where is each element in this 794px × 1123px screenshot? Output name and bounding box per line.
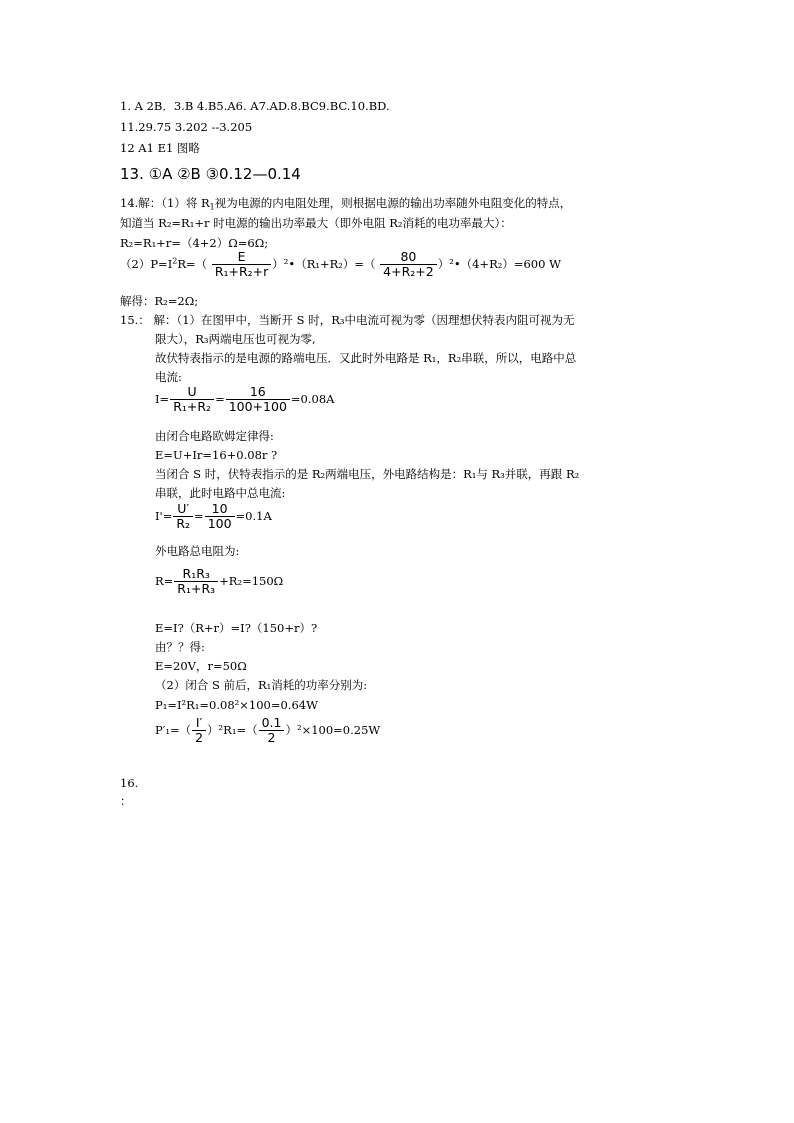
q14-formula-mid: R=（ bbox=[177, 256, 208, 271]
q15-r-fraction-den: R₁+R₃ bbox=[174, 581, 218, 596]
q15-line-12: E=20V，r=50Ω bbox=[155, 659, 247, 673]
answer-12: 12 A1 E1 图略 bbox=[120, 141, 200, 155]
q15-i2-suffix: =0.1A bbox=[235, 508, 272, 523]
q15-line-1: 15.： 解：（1）在图甲中，当断开 S 时，R₃中电流可视为零（因理想伏特表内阻可视为无 bbox=[120, 313, 575, 327]
q15-i-fraction-1 bbox=[170, 385, 214, 415]
q14-line-1-a: 14.解：（1）将 R bbox=[120, 196, 210, 210]
q15-current2-formula bbox=[155, 502, 272, 532]
q15-i2-fraction-2-den: 100 bbox=[205, 516, 235, 531]
q15-line-11: 由？？得: bbox=[155, 640, 205, 654]
q14-fraction-1 bbox=[212, 250, 271, 280]
q14-fraction-2-den: 4+R₂+2 bbox=[380, 264, 437, 279]
q14-formula-mid2: ）²•（R₁+R₂）=（ bbox=[272, 256, 376, 271]
answers-1-10: 1. A 2B．3.B 4.B5.A6. A7.AD.8.BC9.BC.10.BD. bbox=[120, 99, 390, 113]
q15-line-6: E=U+Ir=16+0.08r ? bbox=[155, 448, 278, 462]
q15-r-prefix: R= bbox=[155, 573, 174, 588]
q15-r-fraction-num: R₁R₃ bbox=[182, 566, 210, 581]
q15-i-fraction-2 bbox=[226, 385, 290, 415]
q15-i2-fraction-1-num: U′ bbox=[177, 501, 190, 516]
answer-13: 13. ①A ②B ③0.12—0.14 bbox=[120, 165, 301, 183]
q15-i-fraction-1-num: U bbox=[187, 384, 197, 399]
q15-line-9: 外电路总电阻为: bbox=[155, 544, 240, 558]
q15-line-2: 限大），R₃两端电压也可视为零, bbox=[155, 332, 316, 346]
q15-p2-fraction-1-den: 2 bbox=[192, 730, 206, 745]
q15-resistance-formula bbox=[155, 567, 283, 597]
q15-line-7: 当闭合 S 时，伏特表指示的是 R₂两端电压，外电路结构是：R₁与 R₃并联，再跟 R₂ bbox=[155, 467, 580, 481]
q14-formula: $(2)P=I^2R=$（ $\frac{E}{\text{R₁+R₂+r}}$ ）²•（R₁+R₂）=（ $\frac{80}{\text{4+R₂+2}}$ ）²•（4+R₂）=600 W bbox=[120, 249, 561, 280]
q15-i2-eq: = bbox=[194, 508, 204, 523]
q15-p2-prefix: P′₁=（ bbox=[155, 722, 192, 737]
q15-i2-fraction-2 bbox=[205, 502, 235, 532]
q14-line-1-sub: 1 bbox=[209, 202, 215, 212]
q14-line-2: 知道当 R₂=R₁+r 时电源的输出功率最大（即外电阻 R₂消耗的电功率最大）： bbox=[120, 216, 512, 230]
answer-11: 11.29.75 3.202 --3.205 bbox=[120, 120, 253, 134]
answer-16-colon: ： bbox=[120, 794, 132, 808]
q15-power-formula bbox=[155, 716, 380, 746]
q15-i-fraction-1-den: R₁+R₂ bbox=[170, 399, 214, 414]
q15-line-10: E=I?（R+r）=I?（150+r）? bbox=[155, 621, 318, 635]
q15-line-5: 由闭合电路欧姆定律得: bbox=[155, 429, 274, 443]
q15-r-suffix: +R₂=150Ω bbox=[219, 573, 284, 588]
q14-line-1 bbox=[120, 198, 571, 210]
q15-p2-fraction-2-den: 2 bbox=[259, 730, 285, 745]
q15-r-fraction bbox=[174, 567, 218, 597]
q14-formula-suffix: ）²•（4+R₂）=600 W bbox=[437, 256, 561, 271]
q15-p2-fraction-1-num: I′ bbox=[195, 715, 203, 730]
q15-line-4: 电流: bbox=[155, 370, 182, 384]
q15-p2-mid: ）²R₁=（ bbox=[207, 722, 258, 737]
q15-i2-prefix: I'= bbox=[155, 508, 173, 523]
q15-line-3: 故伏特表指示的是电源的路端电压．又此时外电路是 R₁，R₂串联，所以，电路中总 bbox=[155, 351, 577, 365]
q15-i2-fraction-1 bbox=[173, 502, 193, 532]
q15-p2-fraction-2-num: 0.1 bbox=[261, 715, 282, 730]
q14-line-1-b: 视为电源的内电阻处理，则根据电源的输出功率随外电阻变化的特点， bbox=[214, 196, 572, 210]
q15-i2-fraction-1-den: R₂ bbox=[173, 516, 193, 531]
q14-line-3: R₂=R₁+r=（4+2）Ω=6Ω; bbox=[120, 236, 269, 250]
q14-fraction-2-num: 80 bbox=[400, 249, 417, 264]
q15-i2-fraction-2-num: 10 bbox=[211, 501, 228, 516]
q14-fraction-1-num: E bbox=[237, 249, 246, 264]
q14-fraction-1-den: R₁+R₂+r bbox=[212, 264, 271, 279]
q15-line-14: P₁=I²R₁=0.08²×100=0.64W bbox=[155, 698, 318, 712]
q15-i-prefix: I= bbox=[155, 391, 170, 406]
answer-16: 16. bbox=[120, 776, 139, 790]
q15-i-fraction-2-num: 16 bbox=[249, 384, 266, 399]
q15-i-eq: = bbox=[215, 391, 225, 406]
q14-formula-prefix: （2）P=I bbox=[120, 256, 173, 271]
q15-p2-fraction-1 bbox=[192, 716, 206, 746]
q15-current-formula bbox=[155, 385, 334, 415]
q15-i-fraction-2-den: 100+100 bbox=[226, 399, 290, 414]
q14-result: 解得：R₂=2Ω; bbox=[120, 294, 199, 308]
q15-p2-fraction-2 bbox=[259, 716, 285, 746]
q15-line-13: （2）闭合 S 前后，R₁消耗的功率分别为: bbox=[155, 678, 368, 692]
q14-fraction-2 bbox=[380, 250, 437, 280]
q15-p2-suffix: ）²×100=0.25W bbox=[285, 722, 381, 737]
q15-line-8: 串联，此时电路中总电流: bbox=[155, 486, 286, 500]
q15-i-suffix: =0.08A bbox=[290, 391, 335, 406]
